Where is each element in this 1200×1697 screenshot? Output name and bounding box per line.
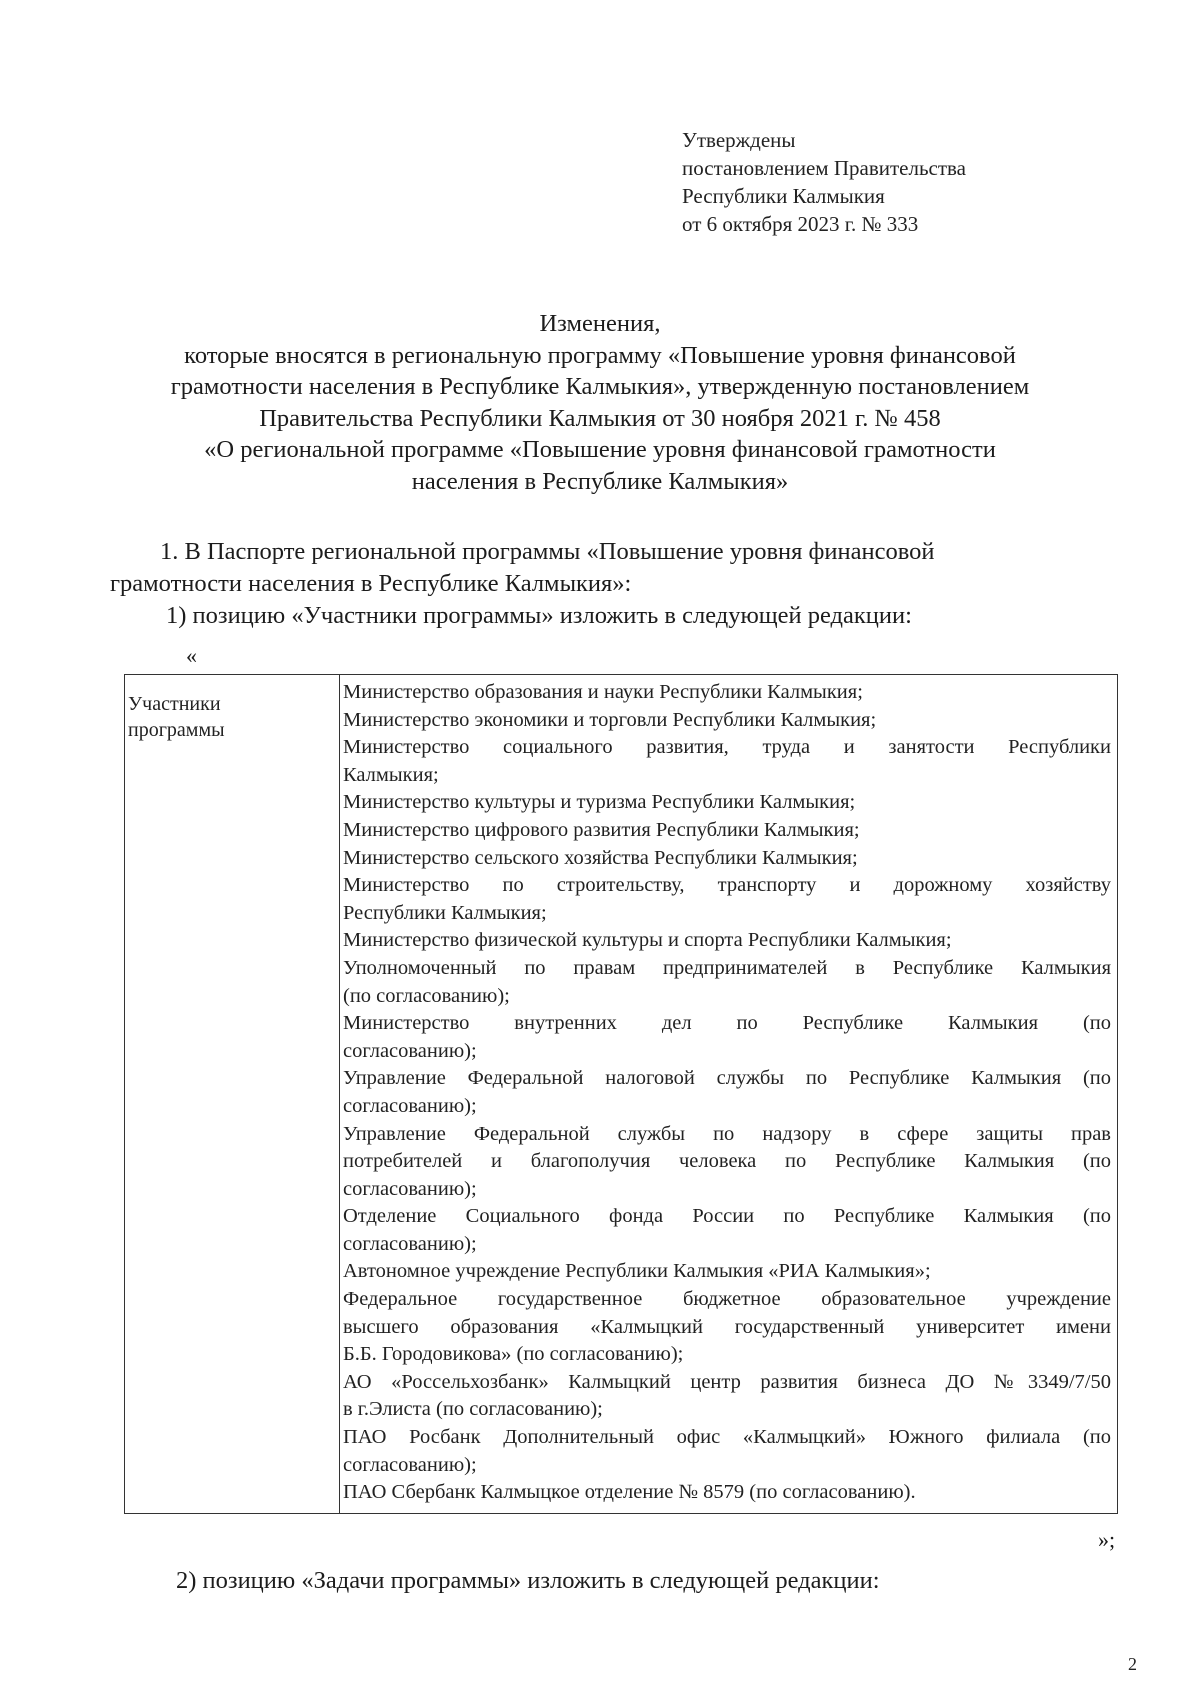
close-quote: »; [1098,1527,1116,1552]
approval-line: постановлением Правительства [682,156,967,180]
approval-line: Утверждены [682,128,796,152]
participant-line: согласованию); [343,1177,477,1200]
participant-line: Б.Б. Городовикова» (по согласованию); [343,1343,684,1366]
open-quote: « [186,643,197,668]
participant-line: Министерство внутренних дел по Республике Калмыкия (по [343,1012,1111,1035]
participant-line: Уполномоченный по правам предпринимателей в Республике Калмыкия [343,956,1111,979]
participant-line: Министерство экономики и торговли Республики Калмыкия; [343,708,877,731]
participant-line: согласованию); [343,1232,477,1255]
approval-line: от 6 октября 2023 г. № 333 [682,212,919,236]
approval-stamp [682,126,966,238]
participant-line: Федеральное государственное бюджетное образовательное учреждение [343,1288,1111,1311]
label-line: программы [128,719,225,741]
participant-line: Министерство социального развития, труда и занятости Республики [343,736,1111,759]
title-line: Изменения, [539,310,661,337]
participant-line: согласованию); [343,1453,477,1476]
participant-line: Министерство образования и науки Республики Калмыкия; [343,681,863,703]
participant-line: Министерство цифрового развития Республики Калмыкия; [343,818,860,841]
participant-line: высшего образования «Калмыцкий государственный университет имени [343,1315,1111,1338]
participant-line: Министерство культуры и туризма Республики Калмыкия; [343,791,856,814]
approval-line: Республики Калмыкия [682,184,885,208]
page-number: 2 [1128,1654,1137,1674]
item2-instruction: 2) позицию «Задачи программы» изложить в следующей редакции: [176,1567,880,1594]
participant-line: Министерство по строительству, транспорту и дорожному хозяйству [343,874,1111,897]
participants-label-cell [128,691,328,743]
participant-line: (по согласованию); [343,984,510,1007]
title-line: которые вносятся в региональную программу «Повышение уровня финансовой [184,341,1016,369]
title-line: Правительства Республики Калмыкия от 30 ноября 2021 г. № 458 [259,404,941,432]
participant-line: согласованию); [343,1094,477,1117]
participant-line: Управление Федеральной службы по надзору в сфере защиты прав [343,1122,1111,1145]
participant-line: ПАО Росбанк Дополнительный офис «Калмыцкий» Южного филиала (по [343,1426,1111,1449]
item1-instruction: 1) позицию «Участники программы» изложить в следующей редакции: [166,602,912,629]
participant-line: Министерство сельского хозяйства Республики Калмыкия; [343,846,858,869]
participant-line: Министерство физической культуры и спорта Республики Калмыкия; [343,929,952,952]
participant-line: Автономное учреждение Республики Калмыкия «РИА Калмыкия»; [343,1260,931,1283]
title-line: населения в Республике Калмыкия» [411,467,789,495]
participant-line: Республики Калмыкия; [343,901,547,924]
participant-line: потребителей и благополучия человека по Республике Калмыкия (по [343,1150,1111,1173]
participant-line: Отделение Социального фонда России по Республике Калмыкия (по [343,1205,1111,1228]
title-line: «О региональной программе «Повышение уровня финансовой грамотности [204,436,996,463]
section1-paragraph-line2: грамотности населения в Республике Калмыкия»: [110,570,632,597]
table-column-divider [339,675,340,1513]
participants-table [124,674,1118,1514]
title-line: грамотности населения в Республике Калмыкия», утвержденную постановлением [170,373,1030,400]
section1-paragraph-line1: 1. В Паспорте региональной программы «Повышение уровня финансовой [160,538,935,565]
participant-line: в г.Элиста (по согласованию); [343,1398,603,1421]
participant-line: ПАО Сбербанк Калмыцкое отделение № 8579 (по согласованию). [343,1481,916,1504]
participant-line: Калмыкия; [343,763,439,786]
document-title [100,308,1100,497]
participant-line: АО «Россельхозбанк» Калмыцкий центр развития бизнеса ДО №3349/7/50 [343,1370,1111,1393]
participant-line: Управление Федеральной налоговой службы по Республике Калмыкия (по [343,1067,1111,1090]
participant-line: согласованию); [343,1039,477,1062]
label-line: Участники [128,693,221,715]
participants-list-cell [343,679,1111,1507]
